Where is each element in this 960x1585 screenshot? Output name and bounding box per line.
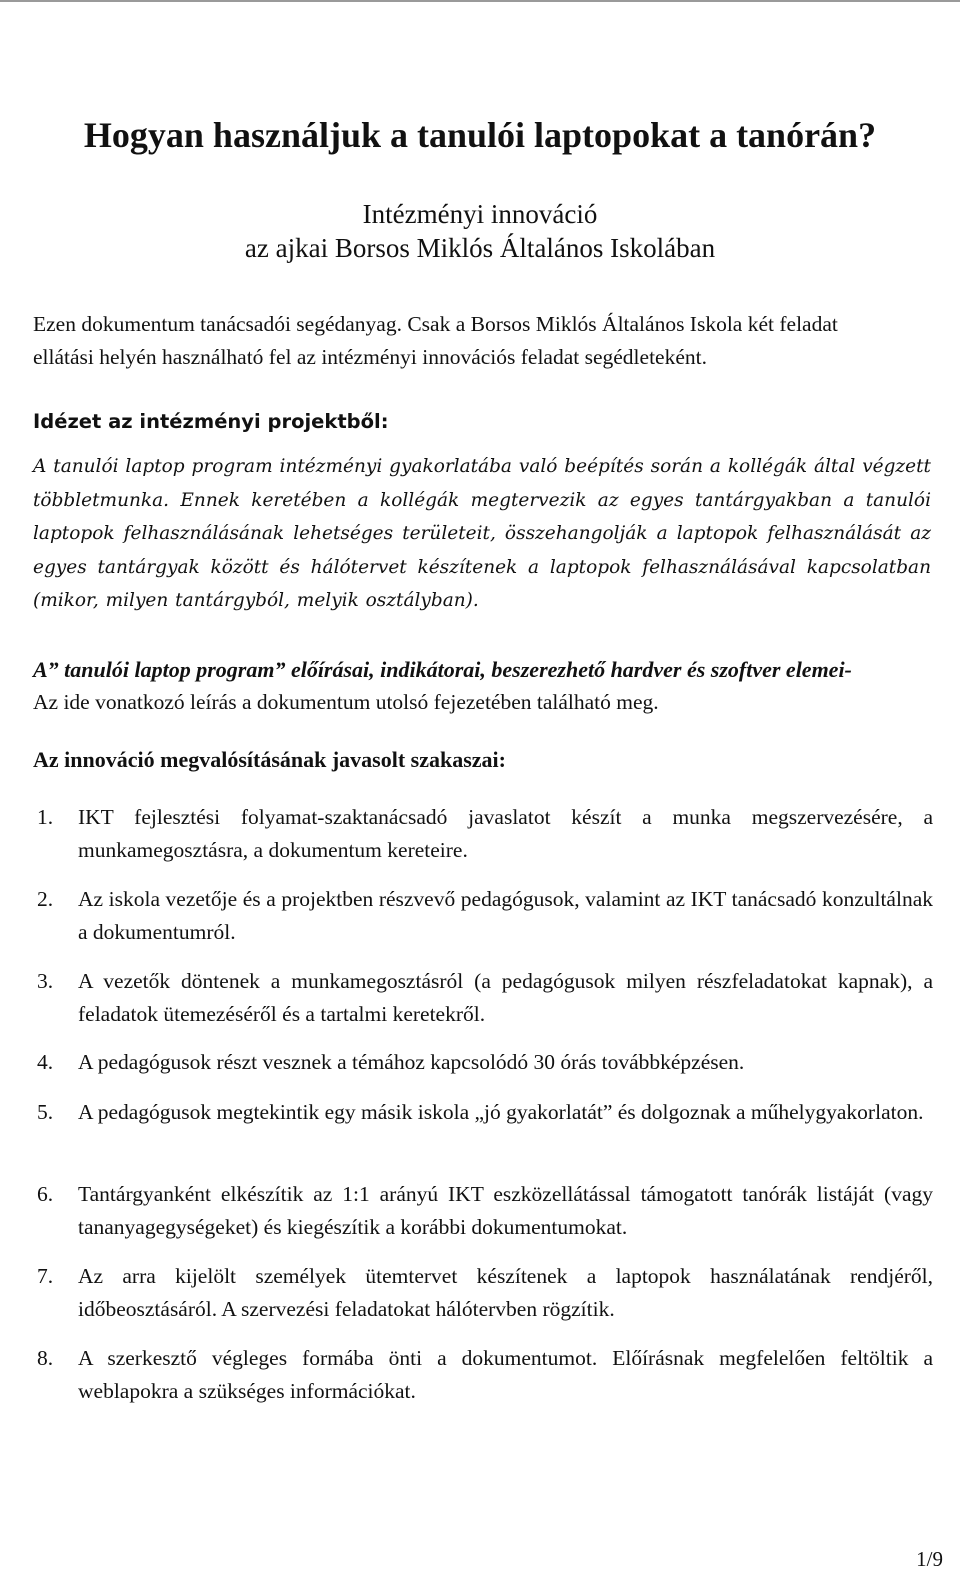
list-item-number: 4.	[37, 1050, 54, 1074]
list-item-number: 7.	[37, 1264, 54, 1288]
list-item-text: Tantárgyanként elkészítik az 1:1 arányú IKT eszközellátással támogatott tanórák listáját (vagy tananyagegységeket) és kiegészítik a korábbi dokumentumokat.	[78, 1182, 933, 1239]
list-item-number: 3.	[37, 969, 54, 993]
subtitle-line-2: az ajkai Borsos Miklós Általános Iskolában	[244, 233, 716, 263]
intro-line-1: Ezen dokumentum tanácsadói segédanyag. Csak a Borsos Miklós Általános Iskola két feladat	[33, 312, 838, 336]
page-title: Hogyan használjuk a tanulói laptopokat a tanórán?	[83, 115, 877, 155]
list-item-number: 5.	[37, 1100, 54, 1124]
intro-line-2: ellátási helyén használható fel az intézményi innovációs feladat segédleteként.	[33, 345, 707, 369]
list-item-text: Az iskola vezetője és a projektben részvevő pedagógusok, valamint az IKT tanácsadó konzultálnak a dokumentumról.	[78, 887, 933, 944]
list-item-number: 8.	[37, 1346, 54, 1370]
list-item-text: A szerkesztő végleges formába önti a dokumentumot. Előírásnak megfelelően feltöltik a weblapokra a szükséges információkat.	[78, 1346, 933, 1403]
program-heading: A” tanulói laptop program” előírásai, indikátorai, beszerezhető hardver és szoftver elemei-	[33, 657, 852, 682]
stages-heading: Az innováció megvalósításának javasolt szakaszai:	[33, 747, 506, 772]
list-item-number: 6.	[37, 1182, 54, 1206]
quote-heading: Idézet az intézményi projektből:	[33, 410, 389, 433]
list-item-number: 1.	[37, 805, 54, 829]
list-item-number: 2.	[37, 887, 54, 911]
list-item-text: A vezetők döntenek a munkamegosztásról (a pedagógusok milyen részfeladatokat kapnak), a feladatok ütemezéséről és a tartalmi keretekről.	[78, 969, 933, 1026]
quote-paragraph: A tanulói laptop program intézményi gyakorlatába való beépítés során a kollégák által végzett többletmunka. Ennek keretében a kollégák megtervezik az egyes tantárgyakban a tanulói laptopok felhasználásának lehetséges területeit, összehangolják a laptopok felhasználását az egyes tantárgyak között és hálótervet készítenek a laptopok felhasználásával kapcsolatban (mikor, milyen tantárgyból, melyik osztályban).	[33, 456, 931, 612]
list-item-text: A pedagógusok részt vesznek a témához kapcsolódó 30 órás továbbképzésen.	[78, 1050, 745, 1074]
page-number: 1/9	[916, 1547, 943, 1571]
list-item-text: A pedagógusok megtekintik egy másik iskola „jó gyakorlatát” és dolgoznak a műhelygyakorlaton.	[78, 1100, 924, 1124]
top-border-line	[0, 0, 960, 2]
list-item-text: Az arra kijelölt személyek ütemtervet készítenek a laptopok használatának rendjéről, időbeosztásáról. A szervezési feladatokat hálótervben rögzítik.	[78, 1264, 933, 1321]
subtitle-line-1: Intézményi innováció	[362, 199, 598, 229]
list-item-text: IKT fejlesztési folyamat-szaktanácsadó javaslatot készít a munka megszervezésére, a munkamegosztásra, a dokumentum kereteire.	[78, 805, 933, 862]
program-description: Az ide vonatkozó leírás a dokumentum utolsó fejezetében található meg.	[33, 690, 659, 714]
